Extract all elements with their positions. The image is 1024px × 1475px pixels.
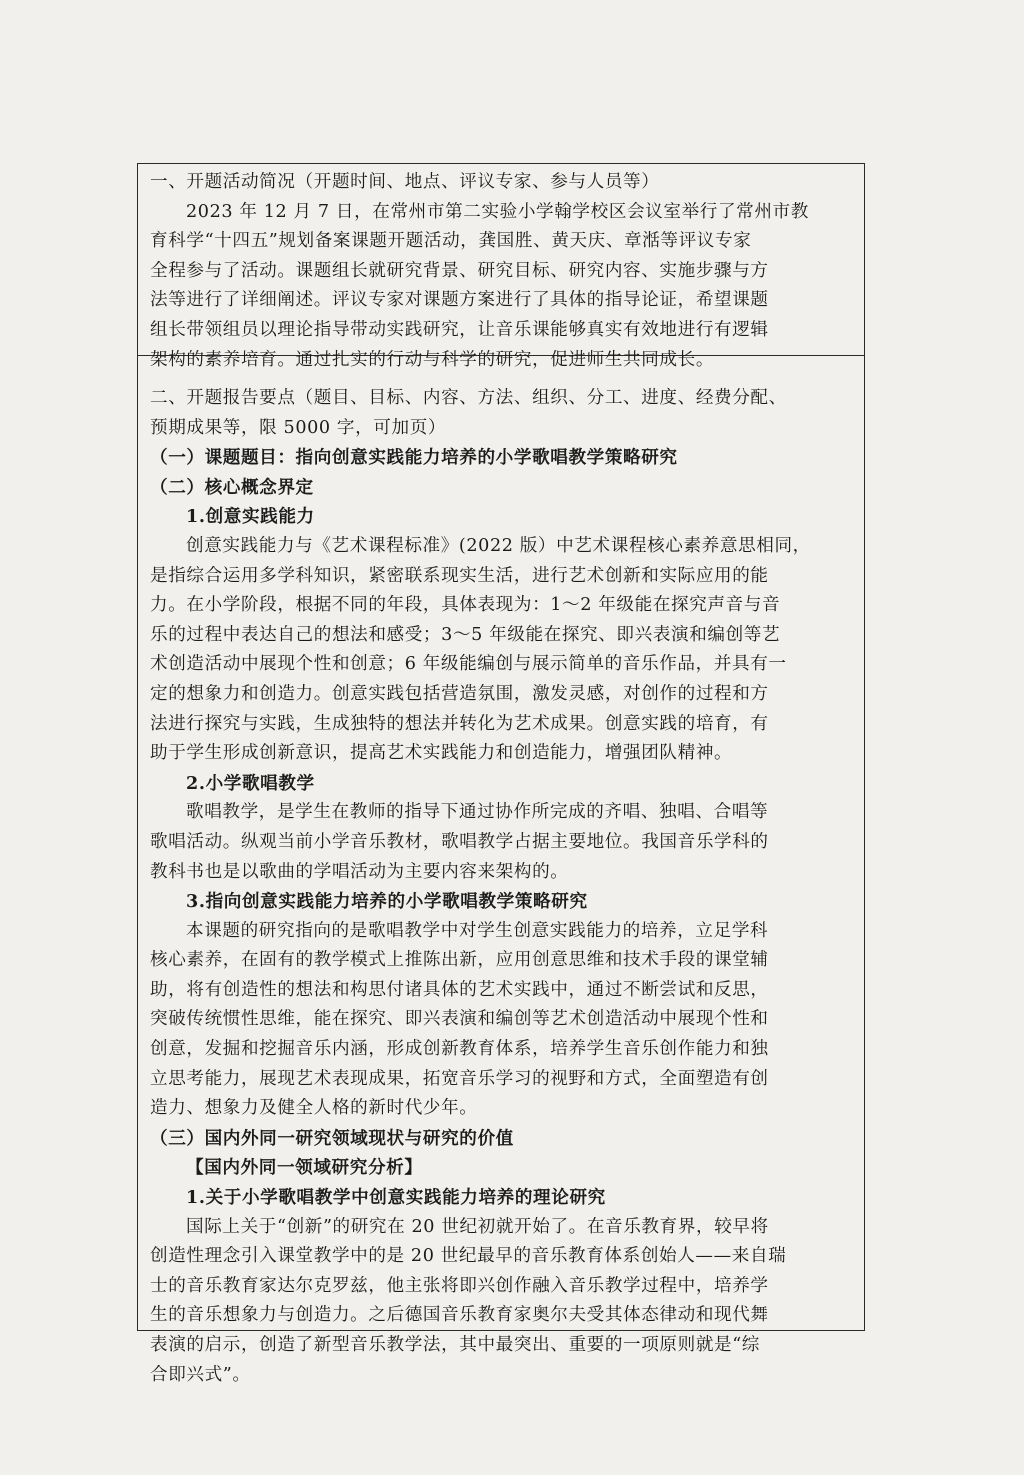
concept-3-title: 3.指向创意实践能力培养的小学歌唱教学策略研究: [186, 891, 588, 913]
theory-research-title: 1.关于小学歌唱教学中创意实践能力培养的理论研究: [186, 1187, 606, 1209]
concept-3-text-line: 本课题的研究指向的是歌唱教学中对学生创意实践能力的培养，立足学科: [186, 920, 769, 941]
concept-3-text-line: 立思考能力，展现艺术表现成果，拓宽音乐学习的视野和方式，全面塑造有创: [150, 1068, 769, 1089]
concept-3-text-line: 创意，发掘和挖掘音乐内涵，形成创新教育体系，培养学生音乐创作能力和独: [150, 1039, 769, 1060]
section-1-heading: 一、开题活动简况（开题时间、地点、评议专家、参与人员等）: [150, 172, 660, 192]
report-form: [137, 163, 865, 1385]
concept-1-text-line: 乐的过程中表达自己的想法和感受；3～5 年级能在探究、即兴表演和编创等艺: [150, 624, 781, 645]
concept-1-title: 1.创意实践能力: [186, 506, 315, 528]
section-2-heading: 二、开题报告要点（题目、目标、内容、方法、组织、分工、进度、经费分配、: [150, 388, 787, 408]
concept-1-text-line: 术创造活动中展现个性和创意；6 年级能编创与展示简单的音乐作品，并具有一: [150, 654, 787, 675]
theory-text-line: 合即兴式”。: [150, 1364, 251, 1385]
concept-3-text-line: 造力、想象力及健全人格的新时代少年。: [150, 1098, 478, 1119]
theory-text-line: 国际上关于“创新”的研究在 20 世纪初就开始了。在音乐教育界，较早将: [186, 1216, 769, 1237]
section-1-text-line: 组长带领组员以理论指导带动实践研究，让音乐课能够真实有效地进行有逻辑: [150, 319, 769, 340]
report-points-section: [138, 356, 864, 1385]
section-1-text-line: 法等进行了详细阐述。评议专家对课题方案进行了具体的指导论证，希望课题: [150, 290, 769, 311]
theory-text-line: 表演的启示，创造了新型音乐教学法，其中最突出、重要的一项原则就是“综: [150, 1335, 760, 1355]
concept-1-text-line: 助于学生形成创新意识，提高艺术实践能力和创造能力，增强团队精神。: [150, 743, 733, 764]
concept-2-text-line: 歌唱活动。纵观当前小学音乐教材，歌唱教学占据主要地位。我国音乐学科的: [150, 831, 769, 852]
concept-3-text-line: 突破传统惯性思维，能在探究、即兴表演和编创等艺术创造活动中展现个性和: [150, 1009, 769, 1030]
concept-3-text-line: 助，将有创造性的想法和构思付诸具体的艺术实践中，通过不断尝试和反思，: [150, 979, 769, 1000]
concept-2-title: 2.小学歌唱教学: [186, 772, 315, 794]
section-1-text-line: 育科学“十四五”规划备案课题开题活动，龚国胜、黄天庆、章湉等评议专家: [150, 231, 752, 252]
concept-1-text-line: 定的想象力和创造力。创意实践包括营造氛围，激发灵感，对创作的过程和方: [150, 683, 769, 704]
concept-1-text-line: 是指综合运用多学科知识，紧密联系现实生活，进行艺术创新和实际应用的能: [150, 565, 769, 586]
concept-1-text-line: 力。在小学阶段，根据不同的年段，具体表现为：1～2 年级能在探究声音与音: [150, 595, 781, 616]
concept-2-text-line: 歌唱教学，是学生在教师的指导下通过协作所完成的齐唱、独唱、合唱等: [186, 802, 769, 823]
section-1-text-line: 架构的素养培育。通过扎实的行动与科学的研究，促进师生共同成长。: [150, 349, 715, 370]
concept-1-text-line: 创意实践能力与《艺术课程标准》(2022 版）中艺术课程核心素养意思相同，: [186, 535, 811, 556]
opening-activity-section: [138, 164, 864, 370]
analysis-heading: 【国内外同一领域研究分析】: [186, 1157, 423, 1179]
section-2-heading: 预期成果等，限 5000 字，可加页）: [150, 417, 447, 438]
section-1-text-line: 全程参与了活动。课题组长就研究背景、研究目标、研究内容、实施步骤与方: [150, 260, 769, 281]
theory-text-line: 生的音乐想象力与创造力。之后德国音乐教育家奥尔夫受其体态律动和现代舞: [150, 1305, 769, 1326]
topic-title: （一）课题题目：指向创意实践能力培养的小学歌唱教学策略研究: [150, 447, 678, 469]
concept-1-text-line: 法进行探究与实践，生成独特的想法并转化为艺术成果。创意实践的培育，有: [150, 713, 769, 734]
concept-3-text-line: 核心素养，在固有的教学模式上推陈出新，应用创意思维和技术手段的课堂辅: [150, 950, 769, 971]
concept-2-text-line: 教科书也是以歌曲的学唱活动为主要内容来架构的。: [150, 861, 569, 882]
research-status-heading: （三）国内外同一研究领域现状与研究的价值: [150, 1127, 514, 1149]
section-1-text-line: 2023 年 12 月 7 日，在常州市第二实验小学翰学校区会议室举行了常州市教: [186, 201, 809, 222]
core-concepts-heading: （二）核心概念界定: [150, 476, 314, 498]
theory-text-line: 士的音乐教育家达尔克罗兹，他主张将即兴创作融入音乐教学过程中，培养学: [150, 1275, 769, 1296]
theory-text-line: 创造性理念引入课堂教学中的是 20 世纪最早的音乐教育体系创始人——来自瑞: [150, 1246, 787, 1267]
